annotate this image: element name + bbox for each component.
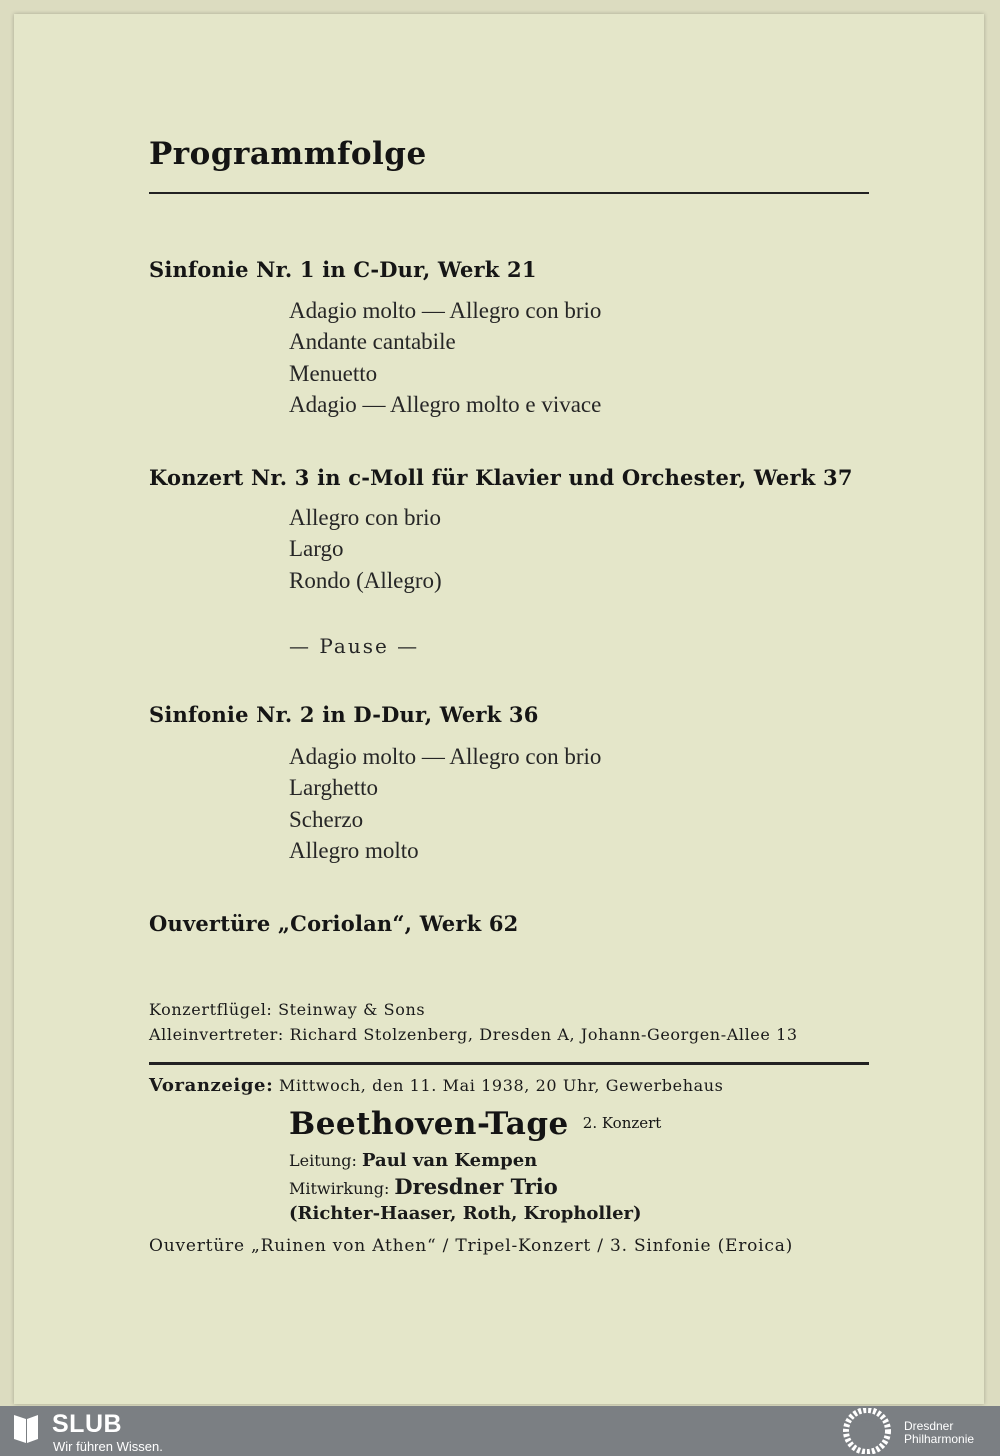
movement: Adagio molto — Allegro con brio	[289, 298, 602, 323]
piece-title-3: Sinfonie Nr. 2 in D-Dur, Werk 36	[149, 702, 539, 727]
movement: Allegro molto	[289, 837, 419, 863]
ensemble-members	[289, 1203, 642, 1224]
page-title: Programmfolge	[149, 136, 427, 172]
movement: Scherzo	[289, 806, 364, 832]
piano-note: Konzertflügel: Steinway & Sons	[149, 1000, 426, 1019]
preview-rule	[149, 1062, 869, 1065]
footer-bar	[0, 1406, 1000, 1456]
slub-tagline: Wir führen Wissen.	[53, 1439, 163, 1454]
movement: Adagio — Allegro molto e vivace	[289, 391, 602, 417]
movement: Menuetto	[289, 360, 378, 386]
movement-list-1	[289, 295, 601, 420]
philharmonie-line-2: Philharmonie	[904, 1432, 975, 1446]
preview-works: Ouvertüre „Ruinen von Athen“ / Tripel-Konzert / 3. Sinfonie (Eroica)	[149, 1236, 794, 1256]
movement: Andante cantabile	[289, 329, 456, 355]
conductor-name: Paul van Kempen	[361, 1150, 538, 1171]
slub-book-icon	[12, 1411, 40, 1445]
series-title	[289, 1106, 661, 1142]
ensemble-line	[289, 1174, 558, 1199]
preview-date: Mittwoch, den 11. Mai 1938, 20 Uhr, Gewerbehaus	[279, 1076, 724, 1095]
philharmonie-logo-icon	[842, 1408, 892, 1454]
movement: Allegro con brio	[289, 505, 442, 530]
preview-label: Voranzeige:	[149, 1075, 274, 1096]
slub-logo-text: SLUB	[52, 1410, 123, 1438]
title-rule	[149, 192, 869, 194]
intermission-label: — Pause —	[289, 634, 420, 658]
concert-number: 2. Konzert	[582, 1114, 662, 1132]
ensemble-name: Dresdner Trio	[394, 1174, 558, 1199]
conductor-label: Leitung:	[289, 1151, 357, 1170]
piece-title-2: Konzert Nr. 3 in c-Moll für Klavier und Orchester, Werk 37	[149, 465, 853, 490]
conductor-line	[289, 1150, 537, 1171]
movement: Larghetto	[289, 775, 378, 801]
ensemble-label: Mitwirkung:	[289, 1179, 390, 1198]
piano-dealer: Alleinvertreter: Richard Stolzenberg, Dresden A, Johann-Georgen-Allee 13	[149, 1025, 798, 1044]
piece-title-1: Sinfonie Nr. 1 in C-Dur, Werk 21	[149, 257, 537, 282]
movement: Rondo (Allegro)	[289, 567, 442, 593]
piece-title-4: Ouvertüre „Coriolan“, Werk 62	[149, 911, 519, 936]
members-list: (Richter-Haaser, Roth, Kropholler)	[289, 1203, 642, 1224]
movement-list-2	[289, 502, 442, 596]
preview-line	[149, 1075, 723, 1096]
program-sheet	[14, 14, 984, 1404]
movement: Largo	[289, 536, 344, 562]
movement-list-3	[289, 741, 601, 866]
philharmonie-logo-text	[904, 1420, 974, 1446]
philharmonie-line-1: Dresdner	[904, 1419, 954, 1433]
movement: Adagio molto — Allegro con brio	[289, 744, 602, 769]
series-name: Beethoven-Tage	[289, 1106, 569, 1142]
